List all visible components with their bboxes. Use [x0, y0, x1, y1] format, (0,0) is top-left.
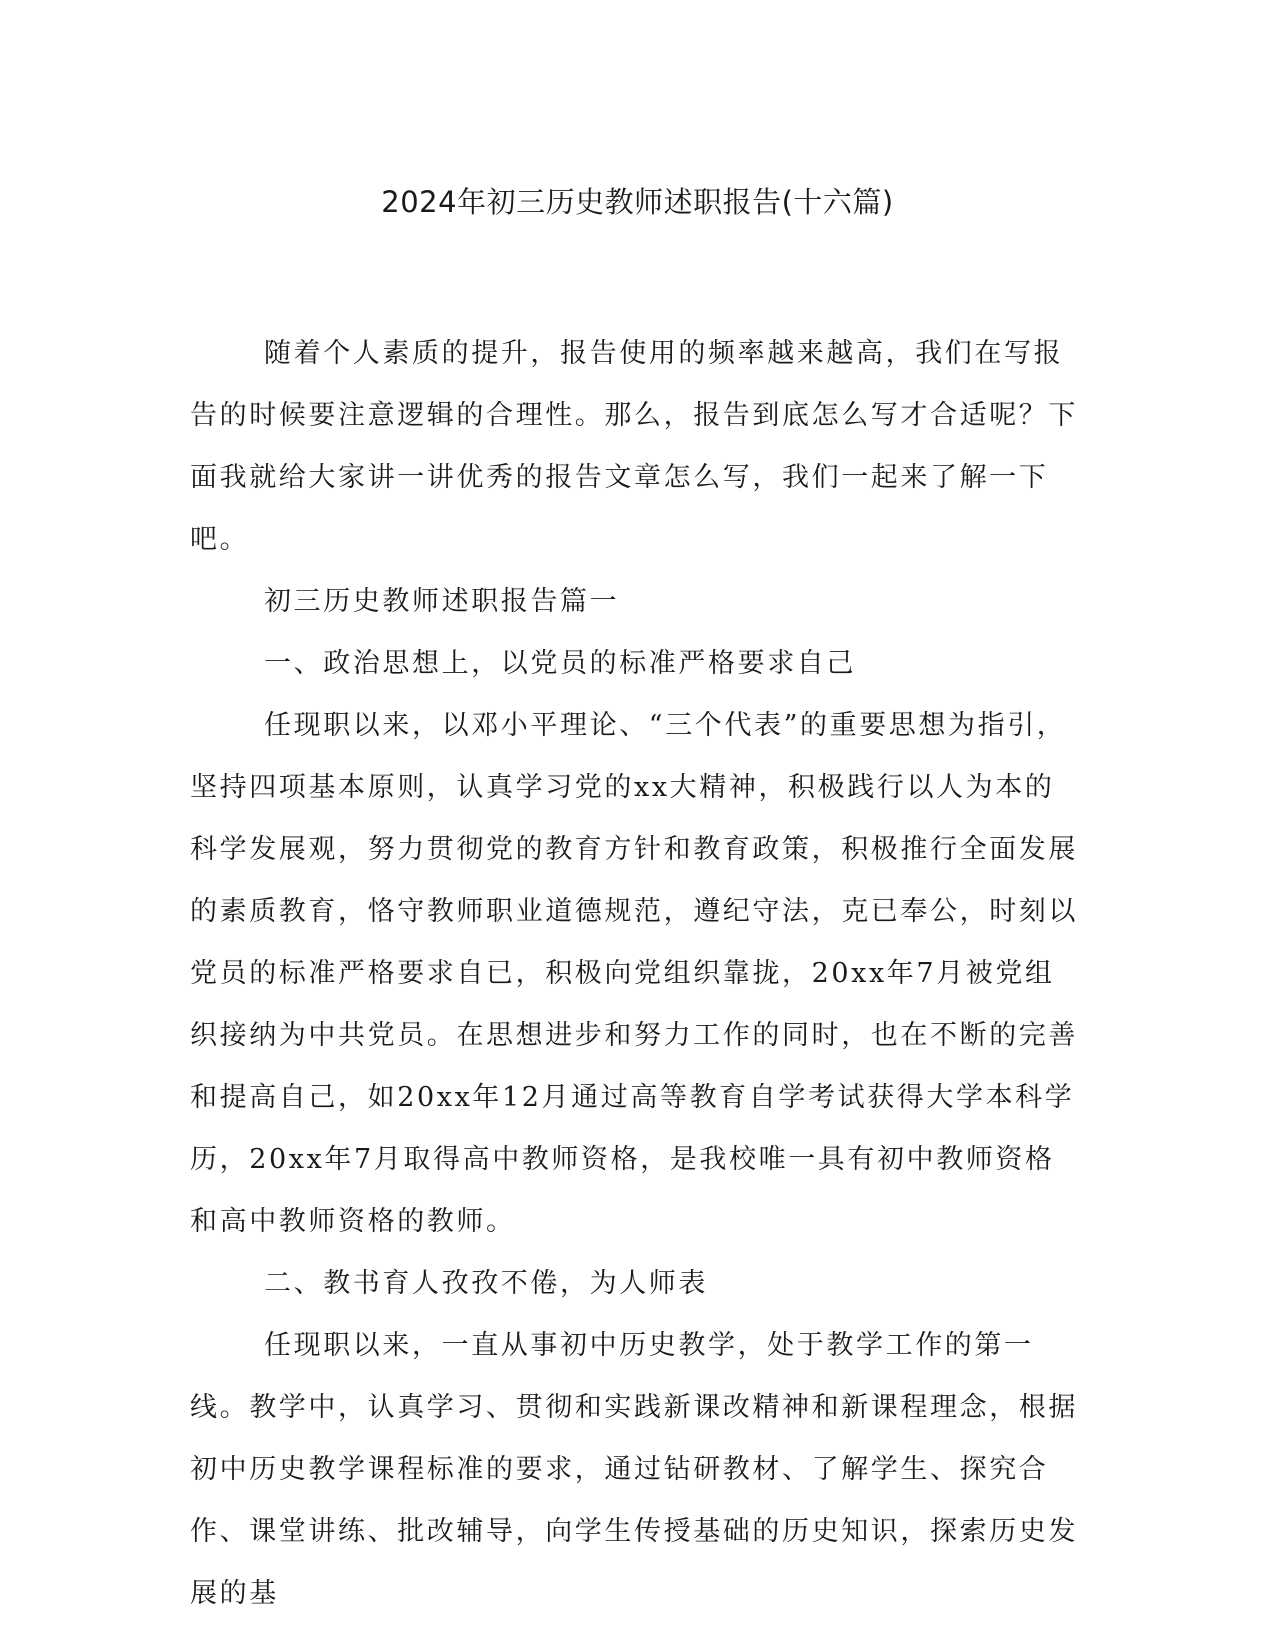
political-thought-paragraph: 任现职以来，以邓小平理论、“三个代表”的重要思想为指引，坚持四项基本原则，认真学习党的xx大精神，积极践行以人为本的科学发展观，努力贯彻党的教育方针和教育政策，积极推行全面发展的素质教育，恪守教师职业道德规范，遵纪守法，克已奉公，时刻以党员的标准严格要求自已，积极向党组织靠拢，20xx年7月被党组织接纳为中共党员。在思想进步和努力工作的同时，也在不断的完善和提高自己，如20xx年12月通过高等教育自学考试获得大学本科学历，20xx年7月取得高中教师资格，是我校唯一具有初中教师资格和高中教师资格的教师。 [190, 710, 1078, 1237]
subheading-political-thought: 一、政治思想上，以党员的标准严格要求自己 [264, 648, 856, 679]
subheading-teaching: 二、教书育人孜孜不倦，为人师表 [264, 1268, 708, 1299]
teaching-paragraph: 任现职以来，一直从事初中历史教学，处于教学工作的第一线。教学中，认真学习、贯彻和实践新课改精神和新课程理念，根据初中历史教学课程标准的要求，通过钻研教材、了解学生、探究合作、课堂讲练、批改辅导，向学生传授基础的历史知识，探索历史发展的基 [190, 1330, 1078, 1609]
intro-paragraph: 随着个人素质的提升，报告使用的频率越来越高，我们在写报告的时候要注意逻辑的合理性。那么，报告到底怎么写才合适呢？下面我就给大家讲一讲优秀的报告文章怎么写，我们一起来了解一下吧。 [190, 338, 1078, 555]
section-heading-part-one: 初三历史教师述职报告篇一 [264, 586, 620, 617]
document-title: 2024年初三历史教师述职报告(十六篇) [381, 185, 894, 219]
document-body [190, 323, 1078, 1625]
